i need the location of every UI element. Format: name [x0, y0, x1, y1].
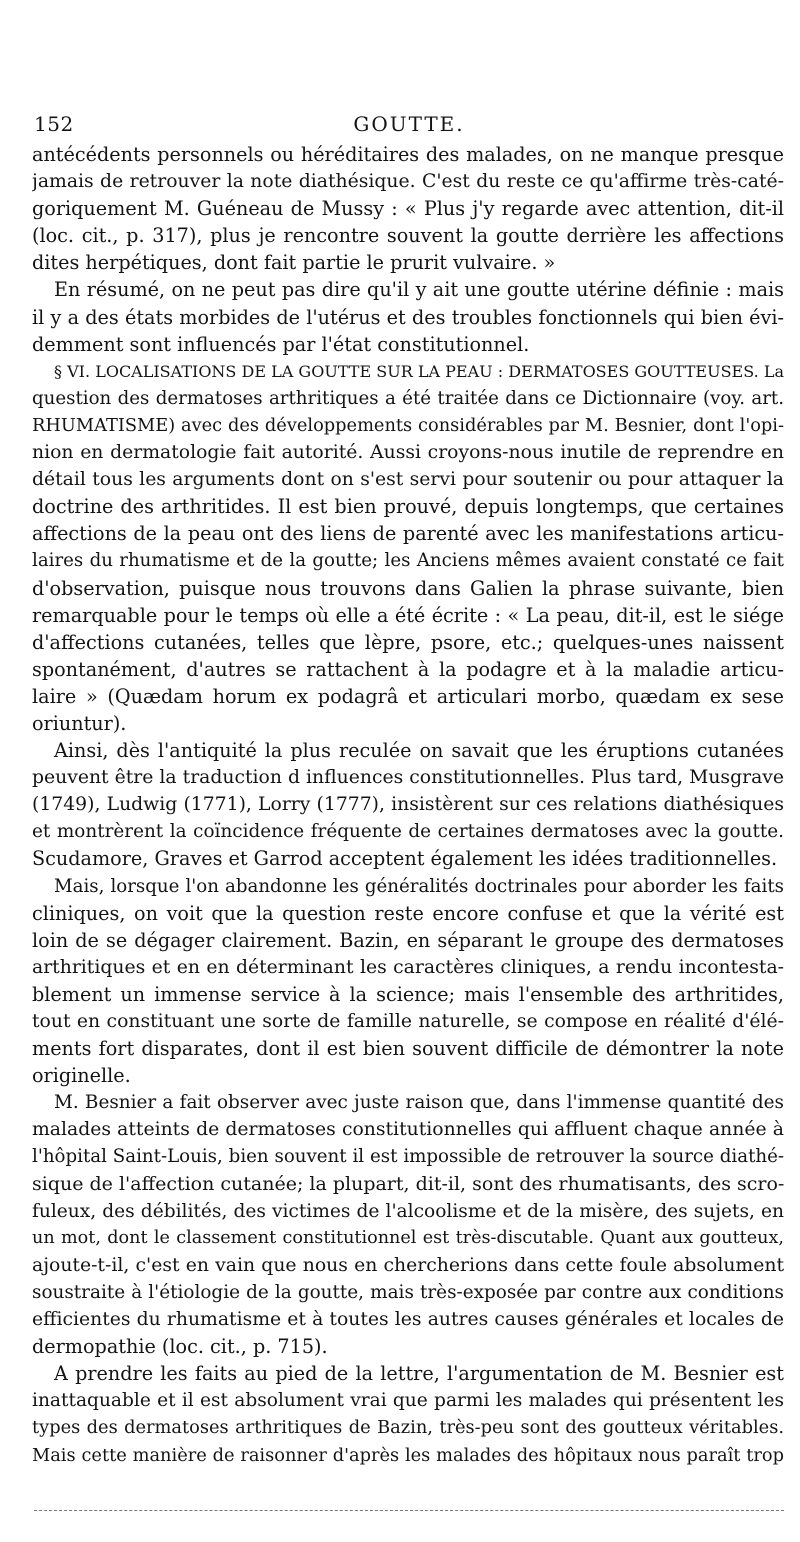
text-line: spontanément, d'autres se rattachent à la podagre et à la maladie articu-: [32, 657, 784, 681]
text-line: d'observation, puisque nous trouvons dans Galien la phrase suivante, bien: [32, 576, 784, 600]
text-line: un mot, dont le classement constitutionnel est très-discutable. Quant aux goutteux,: [32, 1227, 784, 1248]
text-line: goriquement M. Guéneau de Mussy : « Plus j'y regarde avec attention, dit-il: [32, 197, 784, 221]
text-line: Scudamore, Graves et Garrod acceptent également les idées traditionnelles.: [32, 847, 778, 871]
text-line: cliniques, on voit que la question reste encore confuse et que la vérité est: [32, 901, 784, 925]
text-line: RHUMATISME) avec des développements considérables par M. Besnier, dont l'opi-: [32, 414, 784, 436]
text-line: soustraite à l'étiologie de la goutte, mais très-exposée par contre aux conditions: [32, 1281, 784, 1303]
text-line: originelle.: [32, 1064, 131, 1088]
page-header: [34, 112, 784, 140]
book-page: [32, 0, 784, 1542]
text-line: ajoute-t-il, c'est en vain que nous en chercherions dans cette foule absolument: [32, 1254, 784, 1276]
text-line: détail tous les arguments dont on s'est servi pour soutenir ou pour attaquer la: [32, 469, 784, 491]
text-line: blement un immense service à la science; mais l'ensemble des arthritides,: [32, 982, 784, 1006]
text-line: l'hôpital Saint-Louis, bien souvent il est impossible de retrouver la source diathé-: [32, 1146, 784, 1168]
text-line: et montrèrent la coïncidence fréquente de certaines dermatoses avec la goutte.: [32, 821, 784, 843]
text-line: demment sont influencés par l'état constitutionnel.: [32, 332, 530, 356]
text-line: nion en dermatologie fait autorité. Aussi croyons-nous inutile de reprendre en: [32, 442, 784, 464]
text-line: Mais cette manière de raisonner d'après les malades des hôpitaux nous paraît trop: [32, 1444, 784, 1466]
text-line: M. Besnier a fait observer avec juste raison que, dans l'immense quantité des: [54, 1092, 784, 1114]
text-line: Ainsi, dès l'antiquité la plus reculée on savait que les éruptions cutanées: [54, 739, 784, 763]
text-line: oriuntur).: [32, 711, 127, 735]
text-line: jamais de retrouver la note diathésique. C'est du reste ce qu'affirme très-caté-: [32, 171, 784, 193]
text-line: inattaquable et il est absolument vrai que parmi les malades qui présentent les: [32, 1390, 784, 1412]
text-line: peuvent être la traduction d influences constitutionnelles. Plus tard, Musgrave: [32, 767, 784, 789]
text-line: remarquable pour le temps où elle a été écrite : « La peau, dit-il, est le siége: [32, 603, 784, 627]
text-line: ments fort disparates, dont il est bien souvent difficile de démontrer la note: [32, 1037, 784, 1061]
text-line: tout en constituant une sorte de famille naturelle, se compose en réalité d'élé-: [32, 1011, 784, 1032]
text-line: types des dermatoses arthritiques de Bazin, très-peu sont des goutteux véritables.: [32, 1417, 784, 1439]
text-line: malades atteints de dermatoses constitutionnelles qui affluent chaque année à: [32, 1119, 784, 1141]
text-line: fuleux, des débilités, des victimes de l'alcoolisme et de la misère, des sujets, en: [32, 1200, 784, 1222]
text-line: dermopathie (loc. cit., p. 715).: [32, 1335, 328, 1359]
text-line: antécédents personnels ou héréditaires des malades, on ne manque presque: [32, 143, 784, 166]
text-line: laires du rhumatisme et de la goutte; les Anciens mêmes avaient constaté ce fait: [32, 550, 784, 572]
text-line: A prendre les faits au pied de la lettre, l'argumentation de M. Besnier est: [54, 1362, 784, 1386]
text-line: dites herpétiques, dont fait partie le prurit vulvaire. »: [32, 251, 556, 275]
text-line: En résumé, on ne peut pas dire qu'il y ait une goutte utérine définie : mais: [54, 278, 784, 302]
page-number: 152: [34, 112, 74, 136]
text-line: laire » (Quædam horum ex podagrâ et articulari morbo, quædam ex sese: [32, 684, 784, 708]
footer-rule: [34, 1510, 784, 1511]
body-text: [32, 141, 784, 1469]
text-line: loin de se dégager clairement. Bazin, en séparant le groupe des dermatoses: [32, 928, 784, 952]
text-line: § VI. LOCALISATIONS DE LA GOUTTE SUR LA PEAU : DERMATOSES GOUTTEUSES. La: [54, 361, 784, 381]
text-line: question des dermatoses arthritiques a été traitée dans ce Dictionnaire (voy. art.: [32, 387, 784, 409]
text-line: efficientes du rhumatisme et à toutes les autres causes générales et locales de: [32, 1309, 784, 1331]
text-line: il y a des états morbides de l'utérus et des troubles fonctionnels qui bien évi-: [32, 305, 784, 329]
text-line: (1749), Ludwig (1771), Lorry (1777), insistèrent sur ces relations diathésiques: [32, 794, 784, 816]
text-line: affections de la peau ont des liens de parenté avec les manifestations articu-: [32, 522, 784, 546]
text-line: arthritiques et en en déterminant les caractères cliniques, a rendu incontesta-: [32, 956, 784, 978]
text-line: doctrine des arthritides. Il est bien prouvé, depuis longtemps, que certaines: [32, 495, 784, 519]
text-line: (loc. cit., p. 317), plus je rencontre souvent la goutte derrière les affections: [32, 224, 784, 248]
text-line: sique de l'affection cutanée; la plupart, dit-il, sont des rhumatisants, des scro-: [32, 1172, 784, 1195]
text-line: d'affections cutanées, telles que lèpre, psore, etc.; quelques-unes naissent: [32, 630, 784, 654]
running-title: GOUTTE.: [353, 112, 465, 136]
text-line: Mais, lorsque l'on abandonne les généralités doctrinales pour aborder les faits: [54, 875, 784, 897]
